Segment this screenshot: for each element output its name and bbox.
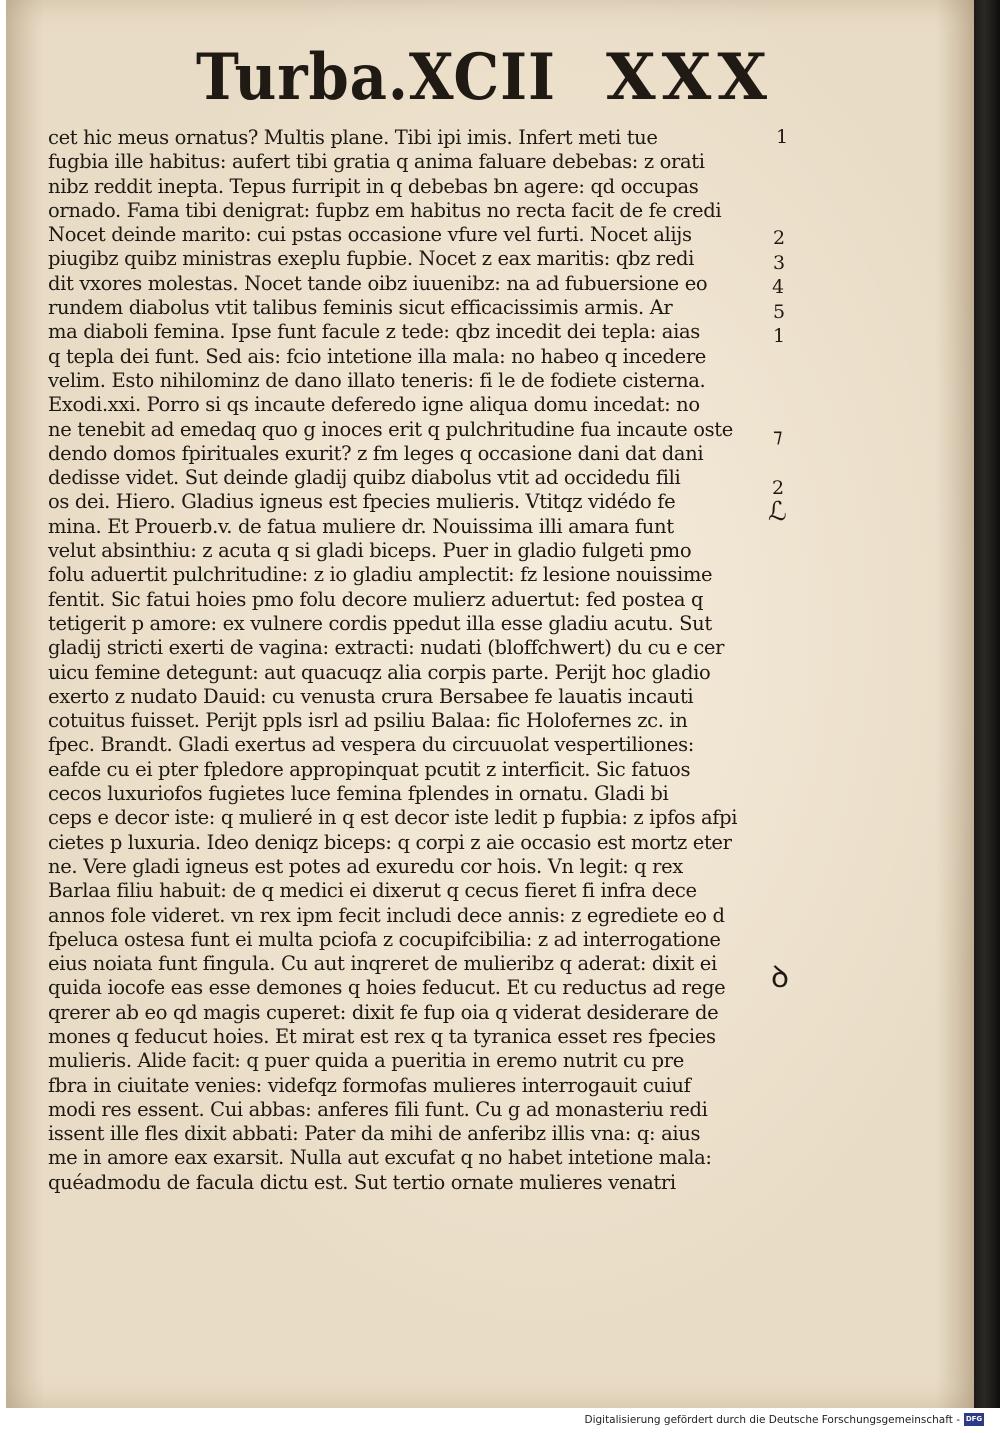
text-line: fpeluca ostesa funt ei multa pciofa z cocupifcibilia: z ad interrogatione	[48, 927, 721, 951]
text-line: quida iocofe eas esse demones q hoies feducut. Et cu reductus ad rege	[48, 976, 726, 1000]
margin-note: ꝺ	[771, 960, 789, 995]
book-edge	[974, 0, 1000, 1408]
text-line: cet hic meus ornatus? Multis plane. Tibi ipi imis. Infert meti tue	[48, 126, 658, 149]
text-line: mina. Et Prouerb.v. de fatua muliere dr. Nouissima illi amara funt	[48, 514, 674, 538]
text-line: qrerer ab eo qd magis cuperet: dixit fe fup oia q viderat desiderare de	[48, 1000, 719, 1024]
text-line: fbra in ciuitate venies: videfqz formofas mulieres interrogauit cuiuf	[48, 1073, 691, 1097]
text-line: piugibz quibz ministras exeplu fupbie. Nocet z eax maritis: qbz redi	[48, 247, 695, 271]
text-line: velim. Esto nihilominz de dano illato teneris: fi le de fodiete cisterna.	[48, 368, 706, 392]
text-line: me in amore eax exarsit. Nulla aut excufat q no habet intetione mala:	[48, 1146, 712, 1170]
margin-note: 2	[772, 477, 785, 499]
text-line: cecos luxuriofos fugietes luce femina fplendes in ornatu. Gladi bi	[48, 782, 669, 806]
page-scan	[6, 0, 974, 1408]
text-line: annos fole videret. vn rex ipm fecit includi dece annis: z egrediete eo d	[48, 903, 725, 927]
text-line: eafde cu ei pter fpledore appropinquat pcutit z interficit. Sic fatuos	[48, 757, 691, 781]
text-line: ne tenebit ad emedaq quo g inoces erit q pulchritudine fua incaute oste	[48, 417, 733, 441]
text-line: cotuitus fuisset. Perijt ppls isrl ad psiliu Balaa: fic Holofernes zc. in	[48, 709, 688, 733]
text-line: uicu femine detegunt: aut quacuqz alia corpis parte. Perijt hoc gladio	[48, 660, 711, 684]
text-line: Exodi.xxi. Porro si qs incaute deferedo igne aliqua domu incedat: no	[48, 393, 700, 417]
text-line: mones q feducut hoies. Et mirat est rex q ta tyranica esset res fpecies	[48, 1024, 716, 1048]
main-text-block	[48, 126, 768, 1195]
text-line: fpec. Brandt. Gladi exertus ad vespera du circuuolat vespertiliones:	[48, 733, 694, 757]
running-title: Turba.XCII	[196, 40, 556, 115]
text-line: quéadmodu de facula dictu est. Sut tertio ornate mulieres venatri	[48, 1170, 676, 1194]
margin-note: 1	[773, 325, 786, 347]
margin-note: ⁊	[773, 425, 783, 447]
text-line: fentit. Sic fatui hoies pmo folu decore mulierz aduertut: fed postea q	[48, 587, 704, 611]
text-line: dendo domos fpirituales exurit? z fm leges q occasione dani dat dani	[48, 441, 704, 465]
text-line: cietes p luxuria. Ideo deniqz biceps: q corpi z aie occasio est mortz eter	[48, 830, 732, 854]
text-line: modi res essent. Cui abbas: anferes fili funt. Cu g ad monasteriu redi	[48, 1097, 708, 1121]
text-line: tetigerit p amore: ex vulnere cordis ppedut illa esse gladiu acutu. Sut	[48, 611, 712, 635]
margin-note: 3	[773, 252, 786, 274]
text-line: dit vxores molestas. Nocet tande oibz iuuenibz: na ad fubuersione eo	[48, 271, 708, 295]
text-line: ornado. Fama tibi denigrat: fupbz em habitus no recta facit de fe credi	[48, 198, 722, 222]
text-line: gladij stricti exerti de vagina: extracti: nudati (bloffchwert) du cu e cer	[48, 636, 725, 660]
text-line: velut absinthiu: z acuta q si gladi biceps. Puer in gladio fulgeti pmo	[48, 539, 692, 563]
page-header	[196, 40, 796, 130]
folio-number: XXX	[606, 40, 773, 115]
dfg-logo: DFG	[964, 1413, 984, 1426]
text-line: dedisse videt. Sut deinde gladij quibz diabolus vtit ad occidedu fili	[48, 466, 681, 490]
funding-credit: Digitalisierung gefördert durch die Deutsche Forschungsgemeinschaft -	[584, 1414, 960, 1426]
text-line: folu aduertit pulchritudine: z io gladiu amplectit: fz lesione nouissime	[48, 563, 713, 587]
text-line: os dei. Hiero. Gladius igneus est fpecies mulieris. Vtitqz vidédo fe	[48, 490, 676, 514]
text-line: Barlaa filiu habuit: de q medici ei dixerut q cecus fieret fi infra dece	[48, 879, 697, 903]
text-line: ma diaboli femina. Ipse funt facule z tede: qbz incedit dei tepla: aias	[48, 320, 700, 344]
text-line: mulieris. Alide facit: q puer quida a pueritia in eremo nutrit cu pre	[48, 1049, 684, 1073]
margin-note: 1	[776, 126, 789, 148]
margin-note: 2	[773, 227, 786, 249]
text-line: ceps e decor iste: q mulieré in q est decor iste ledit p fupbia: z ipfos afpi	[48, 806, 738, 830]
text-line: fugbia ille habitus: aufert tibi gratia q anima faluare debebas: z orati	[48, 150, 705, 174]
text-line: nibz reddit inepta. Tepus furripit in q debebas bn agere: qd occupas	[48, 174, 699, 198]
text-line: ne. Vere gladi igneus est potes ad exuredu cor hois. Vn legit: q rex	[48, 854, 683, 878]
text-line: q tepla dei funt. Sed ais: fcio intetione illa mala: no habeo q incedere	[48, 344, 706, 368]
text-line: eius noiata funt fingula. Cu aut inqreret de mulieribz q aderat: dixit ei	[48, 952, 717, 976]
text-line: Nocet deinde marito: cui pstas occasione vfure vel furti. Nocet alijs	[48, 223, 692, 247]
text-line: exerto z nudato Dauid: cu venusta crura Bersabee fe lauatis incauti	[48, 684, 694, 708]
footer-bar	[0, 1408, 1000, 1433]
margin-note: ℒ	[768, 497, 787, 527]
margin-note: 5	[773, 301, 786, 323]
text-line: rundem diabolus vtit talibus feminis sicut efficacissimis armis. Ar	[48, 296, 673, 320]
margin-note: 4	[772, 276, 785, 298]
text-line: issent ille fles dixit abbati: Pater da mihi de anferibz illis vna: q: aius	[48, 1122, 701, 1146]
